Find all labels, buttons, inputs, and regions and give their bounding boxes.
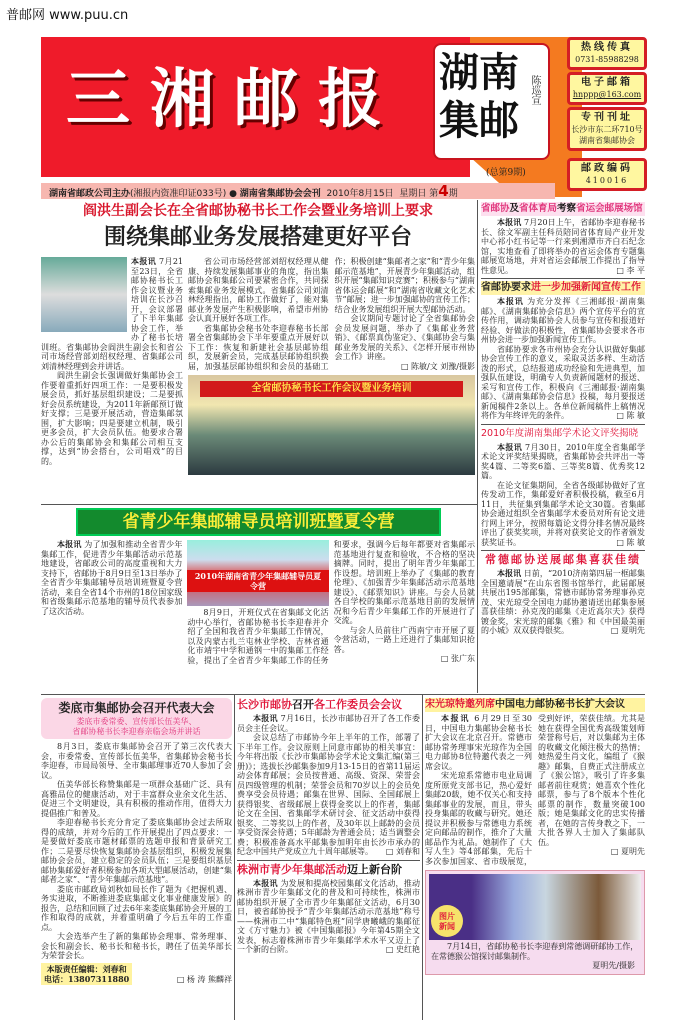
song-article — [425, 698, 645, 975]
youth-body — [41, 540, 475, 665]
lead-col-1 — [41, 257, 183, 466]
side4-byline: □ 夏明先 — [610, 626, 645, 635]
changsha-article: 长沙市邮协召开各工作委员会会议 本报讯 7月16日，长沙市邮协召开了各工作委员会主任会议。 会议总结了市邮协今年上半年的工作，部署了下半年工作。会议原则上同意市邮协的相关事宜：今年将出版《长沙市集邮协会学术论文集汇编(第三册)》；选拔长沙邮集参加9月13-15日的省第11届运动会体育邮展；会员按普通、高级、资深、荣誉会员四级管理的机制；荣誉会员和70岁以上的会员免费享受会员待遇；邮集在世界、国际、全国邮展上获得银奖、省级邮展上获得金奖以上的作者，集邮论文在全国、省集邮学术研讨会、征文活动中获得银奖、二等奖以上的作者，及30年以上邮龄的会员享受资深会待遇；5年邮龄为普通会员；适当调整会费；积极准备高水平邮集参加明年由长沙市承办的纪念中国共产党成立九十周年邮展等。 □ 刘春和 — [237, 698, 420, 856]
meeting-photo — [188, 375, 475, 475]
lead-p1: 本报讯 7月21至23日，全省邮协秘书长工作会议暨业务培训在长沙召开，会议部署了下半年集邮协会工作，举办了秘书长培训班。省集邮协会阎洪生副会长和省公司市场经营部刘绍权经理、省集邮公司刘清林经理到会并讲话。 — [41, 256, 183, 371]
column-divider — [477, 200, 478, 693]
lead-text-columns — [188, 257, 475, 371]
youth-byline: □ 张广东 — [440, 654, 475, 663]
side4-headline: 常德邮协送展邮集喜获佳绩 — [485, 553, 641, 566]
photo-news-box — [425, 870, 645, 975]
column-divider — [234, 694, 235, 1020]
divider — [41, 694, 645, 695]
photo-news-image — [429, 874, 641, 940]
song-headline: 宋光琼特邀列席中国电力邮协秘书长扩大会议 — [425, 698, 645, 712]
youth-p1: 本报讯 为了加强和推动全省青少年集邮工作，促进青少年集邮活动示范基地建设，省邮政公司的高度重视和大力支持下，省邮协于8月9日至13日举办了全省青少年集邮辅导员培训班暨夏令营活动，来自全省14个市州的18位国家级和省级集邮示范基地的辅导员代表参加了这次活动。 — [41, 539, 183, 616]
zhuzhou-byline: □ 史红艳 — [385, 945, 420, 954]
right-column — [481, 200, 645, 639]
song-byline: □ 夏明先 — [610, 847, 645, 856]
photo-credit: 夏明先/摄影 — [592, 961, 635, 970]
photo-caption: 7月14日，省邮协秘书长李迎春到常德调研邮协工作，在常德猴公馆探讨邮集制作。 — [431, 942, 639, 961]
side-article-3: 2010年度湖南集邮学术论文评奖揭晓 本报讯 7月30日，2010年度全省集邮学术论文评奖结果揭晓，省集邮协会共评出一等奖4篇、二等奖6篇、三等奖8篇、优秀奖12篇。 在论文征集期间，全省各级邮协做好了宣传发动工作，集邮爱好者积极投稿，截至6月11日，共征集到集邮学术论文30篇。省集邮协会通过组织全省集邮学术委员对所有论文进行网上评分，按照每篇论文得分排名情况最终评出了获奖奖项，并将对获奖论文的作者颁发获奖证书。 □ 陈 敏 — [481, 424, 645, 551]
info-box-postcode: 邮政编码 410016 — [567, 158, 647, 191]
issue-total: (总第9期) — [486, 168, 526, 178]
camp-banner: 2010年湖南省青少年集邮辅导员夏令营 — [187, 570, 328, 592]
journal-logo — [433, 43, 550, 160]
loudi-body: 8月3日，娄底市集邮协会召开了第三次代表大会，市委常委、宣传部长伍美华，省集邮协会秘书长李迎春，市局局领导、全市集邮理事近70人参加了会议。 伍美华部长称赞集邮是一项群众基础广泛、具有高雅品位的健康活动，对于丰富群众业余文化生活、促进三个文明建设，具有积极的推动作用，值得大力提倡推广和普及。 李迎春秘书长充分肯定了娄底集邮协会过去所取得的成绩，并对今后的工作开展提出了四点要求：一是要做好娄底市题材邮票的选题申报和背景研究工作；二是要尽快恢复集邮协会基层组织，积极发展集邮协会会员，建立稳定的会员队伍；三是要组织基层邮协集邮爱好者积极参加各项大型邮展活动，创建“集邮者之家”、“青少年集邮示范基地”。 娄底市邮政局刘秋如局长作了题为《把握机遇、务实进取，不断推进娄底集邮文化事业健康发展》的报告，总结和回顾了过去6年来娄底集邮协会开展的工作和取得的成就，并着重明确了今后五年的工作重点。 大会选举产生了新的集邮协会理事、常务理事、会长和副会长、秘书长和秘书长，聘任了伍美华部长为荣誉会长。 — [41, 742, 232, 960]
photo-news-badge: 图片新闻 — [431, 905, 463, 937]
side1-byline: □ 李 平 — [616, 265, 645, 275]
lead-p4: 省集邮协会秘书处李迎春秘书长部署全省集邮协会下半年要重点开展好以下工作：恢复和新建社会基层邮协组织，发展新会员，完成基层邮协组织换届，加强基层邮协组织和会员的基础工作；积极创建“集邮者之家”和“青少年集邮示范基地”，开展青少年集邮活动，组织开展“集邮知识竞赛”；积极参与“湖南省体运会邮展”和“湖南省收藏文化艺术节”邮展；进一步加强邮协的宣传工作；结合业务发展组织开展大型邮协活动。 — [188, 257, 475, 371]
logo-calligraphy: 湖南集邮 — [439, 49, 519, 144]
newspaper-title: 三湘邮报 — [66, 62, 402, 137]
lead-p3: 省公司市场经营部刘绍权经理从健康、持续发展集邮事业的角度，指出集邮协会和集邮公司要紧密合作，共同探索集邮业务发展模式。省集邮公司刘清林经理指出，邮协工作做好了，能对集邮业务发展产生积极影响，希望市州协会认真开展好各项工作。 — [188, 257, 329, 323]
info-box-address: 专刊刊址 长沙市东二环710号 湖南省集邮协会 — [567, 107, 647, 151]
masthead-info-strip: 湖南省邮政公司主办(湘报内资准印证033号) ● 湖南省集邮协会会刊 2010年8月15日 星期日 第4期 — [41, 183, 555, 199]
side-article-1: 省邮协及省体育局考察省运会邮展场馆 本报讯 7月20日上午，省邮协李迎春秘书长、徐文军副主任科员陪同省体育局产业开发中心祁小红书记等一行来到湘潭市齐白石纪念馆，实地查看了即将举办的省运会体育专题集邮展览场地，并对省运会邮展工作提出了指导性意见。 □ 李 平 — [481, 203, 646, 275]
lead-p2: 阎洪生副会长强调做好集邮协会工作要着重抓好四项工作：一是要积极发展会员，抓好基层组织建设；二是要抓好会员系统建设，为2011年新邮预订做好支撑；三是要开展活动，营造集邮氛围，扩大影响；四是要建立机制，吸引更多会员，扩大会员队伍。他要求合署办公后的集邮协会和集邮公司相互支撑，达到“协会搭台，公司唱戏”的目的。 — [41, 371, 183, 466]
middle-column — [237, 698, 420, 955]
loudi-headline: 娄底市集邮协会召开代表大会 — [58, 701, 215, 715]
lead-kicker: 阎洪生副会长在全省邮协秘书长工作会暨业务培训上要求 — [83, 203, 433, 219]
youth-p3: 与会人员前往广西南宁市开展了夏令营活动，一路上还进行了集邮知识抢答。 — [333, 625, 475, 654]
loudi-header — [41, 698, 232, 739]
youth-p2: 8月9日，开班仪式在省集邮文化活动中心举行，省邮协秘书长李迎春并介绍了全国和我省青少年集邮工作情况，以及内蒙古扎兰屯林业学校、吉林省通化市靖宇中学和通钢一中的集邮工作经验，提出了全省青少年集邮工作的任务和要求，强调今后每年都要对省集邮示范基地进行复查和验收，不合格的坚决摘牌。同时，提出了明年青少年集邮工作设想。培训班上举办了《集邮的教育伦理》、《加强青少年集邮活动示范基地建设》、《邮票知识》讲座。与会人员就各自学校的集邮示范基地目前的发展情况和今后青少年集邮工作的开展进行了交流。 — [187, 540, 475, 665]
changsha-headline: 长沙市邮协召开各工作委员会会议 — [237, 698, 402, 711]
site-watermark: 普邮网 www.puu.cn — [6, 8, 129, 23]
lead-col-2 — [188, 257, 475, 475]
loudi-article — [41, 698, 232, 985]
lead-p5: 会议期间专题讨论了全省集邮协会会员发展问题，举办了《集邮业务营销》、《邮票真伪鉴定》、《集邮协会与集邮业务发展的关系》、《怎样开展市州协会工作》讲座。 — [334, 314, 475, 361]
editor-box: 本版责任编辑：刘春和 电话：13807311880 — [41, 963, 132, 985]
lead-headline: 围绕集邮业务发展搭建更好平台 — [103, 224, 412, 250]
song-body: 本报讯 6月29日至30日，中国电力集邮协会秘书长扩大会议在北京召开。常德市邮协常务理事宋光琼作为全国电力邮协8位特邀代表之一列席会议。 宋光琼系常德市电业局调度所原党支部书记，热心爱好集邮20载，她不仅关心和支持集邮事业的发展，而且，带头投身集邮的收藏与研究。她还提议并积极参与常德电力系统定向邮品的制作，推介了大量邮品作为礼品。她制作了《大写人生》等4部邮集，先后十多次参加国家、省市级展览，受到好评，荣获佳绩。尤其是她在获得全国优秀高级策划师荣誉称号后，对以集邮为主体的收藏文化倾注极大的热情；她热爱生肖文化，编组了《猴趣》邮集，自费正式注册成立了《猴公馆》，吸引了许多集邮者前往观赏；她喜欢个性化邮票，参与了8个版本个性化邮票的制作，数量突破100版；她是集邮文化的忠实传播者，在她的言传身教之下，一大批各界人士加入了集邮队伍。 □ 夏明先 — [425, 713, 645, 866]
loudi-subhead-1: 娄底市委常委、宣传部长伍美华、 — [76, 717, 197, 726]
side3-byline: □ 陈 敏 — [616, 537, 645, 547]
loudi-subhead-2: 省邮协秘书长李迎春亲临会场并讲话 — [72, 727, 201, 736]
info-box-email: 电子邮箱 hnppp@163.com — [567, 72, 647, 105]
side-article-4: 常德邮协送展邮集喜获佳绩 本报讯 日前，“2010济南第四届一框邮集全国邀请展”在山东省图书馆举行，此届邮展共展出195部邮集，常德市邮协常务理事孙克茂、宋光琼受全国电力邮协邀请送出邮集参展喜获佳绩：孙克茂的邮集《走近高尔夫》获得镀金奖，宋光琼的邮集《雅》和《中国最美丽的小城》双双获得银奖。 □ 夏明先 — [481, 550, 645, 639]
loudi-byline: □ 杨 涛 熊麟祥 — [176, 975, 232, 984]
loudi-footer — [41, 963, 232, 985]
side2-byline: □ 陈 敏 — [616, 411, 645, 420]
side2-headline: 省邮协要求进一步加强新闻宣传工作 — [481, 281, 645, 295]
youth-headline: 省青少年集邮辅导员培训班暨夏令营 — [76, 508, 441, 536]
side1-headline: 省邮协及省体育局考察省运会邮展场馆 — [481, 202, 645, 216]
photo-banner: 全省邮协秘书长工作会议暨业务培训 — [200, 381, 463, 397]
lead-byline: □ 陈敏/文 刘豫/摄影 — [400, 361, 475, 371]
summer-camp-photo — [187, 540, 328, 606]
column-divider — [422, 694, 423, 1020]
speaker-photo — [41, 257, 127, 332]
changsha-byline: □ 刘春和 — [385, 847, 420, 856]
info-box-hotline: 热线传真 0731-85988298 — [567, 37, 647, 70]
divider — [41, 504, 477, 505]
logo-signature: 陈巡宣 — [529, 75, 540, 105]
zhuzhou-article: 株洲市青少年集邮活动迈上新台阶 本报讯 为发展和提高校园集邮文化活动，推动株洲市青少年集邮文化的普及和可持续性，株洲市邮协组织开展了全市青少年集邮征文活动，6月30日，被省邮协授予“青少年集邮活动示范基地”称号——株洲市二中“集邮特色班”同学唐曦峨的集邮征文《方寸魅力》被《中国集邮报》今年第45期全文发表，标志着株洲市青少年集邮学术水平又迈上了一个新的台阶。 □ 史红艳 — [237, 860, 420, 955]
zhuzhou-headline: 株洲市青少年集邮活动迈上新台阶 — [237, 862, 402, 876]
side3-headline: 2010年度湖南集邮学术论文评奖揭晓 — [481, 427, 639, 439]
side-article-2: 省邮协要求进一步加强新闻宣传工作 本报讯 为充分发挥《三湘邮报·湖南集邮》、《湖南集邮协会信息》两个宣传平台的宣传作用，调动集邮协会人员参与宣传和报道好经验、好做法的积极性，省集邮协会要求各市州协会进一步加强新闻宣传工作。 省邮协要求各市州协会充分认识做好集邮协会宣传工作的意义，采取灵活多样、生动活泼的形式，总结报道成功经验和先进典型，加强队伍建设，明确专人负责新闻题材的报送、采写和宣传工作，积极向《三湘邮报·湖南集邮》、《湖南集邮协会信息》投稿，每月要报送新闻稿件2条以上。各单位新闻稿件上稿情况将作为年终评先的条件。 □ 陈 敏 — [481, 278, 645, 424]
